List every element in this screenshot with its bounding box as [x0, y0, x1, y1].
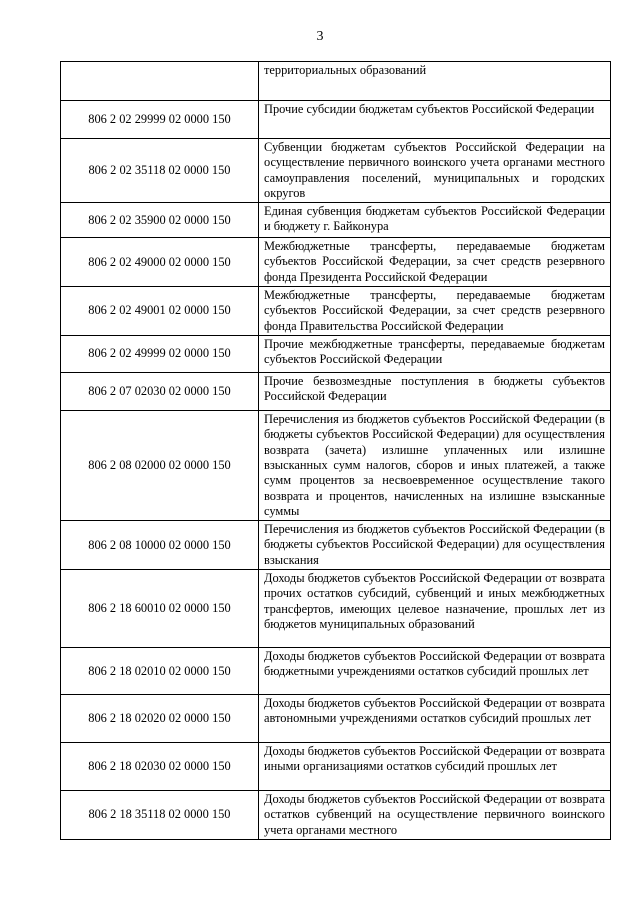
code-cell: 806 2 08 02000 02 0000 150 — [61, 411, 259, 521]
description-cell: Доходы бюджетов субъектов Российской Федерации от возврата бюджетными учреждениями остатков субсидий прошлых лет — [259, 648, 611, 695]
table-row — [61, 791, 611, 840]
code-cell: 806 2 18 02030 02 0000 150 — [61, 743, 259, 791]
table-row — [61, 521, 611, 570]
table-row — [61, 336, 611, 373]
table-row — [61, 648, 611, 695]
code-cell — [61, 62, 259, 101]
description-cell: Межбюджетные трансферты, передаваемые бюджетам субъектов Российской Федерации, за счет средств резервного фонда Правительства Российской Федерации — [259, 287, 611, 336]
table-row — [61, 411, 611, 521]
description-cell: Прочие межбюджетные трансферты, передаваемые бюджетам субъектов Российской Федерации — [259, 336, 611, 373]
table-row — [61, 139, 611, 203]
code-cell: 806 2 18 60010 02 0000 150 — [61, 570, 259, 648]
description-cell: территориальных образований — [259, 62, 611, 101]
code-cell: 806 2 18 02020 02 0000 150 — [61, 695, 259, 743]
code-cell: 806 2 02 49999 02 0000 150 — [61, 336, 259, 373]
description-cell: Перечисления из бюджетов субъектов Российской Федерации (в бюджеты субъектов Российской Федерации) для осуществления возврата (зачета) излишне уплаченных или излишне взысканных сумм налогов, сборов и иных платежей, а также сумм процентов за несвоевременное осуществление такого возврата и процентов, начисленных на излишне взысканные суммы — [259, 411, 611, 521]
table-row — [61, 373, 611, 411]
code-cell: 806 2 08 10000 02 0000 150 — [61, 521, 259, 570]
page-number: 3 — [316, 29, 324, 44]
table-row — [61, 743, 611, 791]
description-cell: Субвенции бюджетам субъектов Российской Федерации на осуществление первичного воинского учета органами местного самоуправления поселений, муниципальных и городских округов — [259, 139, 611, 203]
code-cell: 806 2 02 29999 02 0000 150 — [61, 101, 259, 139]
table-row — [61, 62, 611, 101]
code-cell: 806 2 02 49001 02 0000 150 — [61, 287, 259, 336]
code-cell: 806 2 02 49000 02 0000 150 — [61, 238, 259, 287]
description-cell: Прочие субсидии бюджетам субъектов Российской Федерации — [259, 101, 611, 139]
table-row — [61, 101, 611, 139]
description-cell: Прочие безвозмездные поступления в бюджеты субъектов Российской Федерации — [259, 373, 611, 411]
description-cell: Межбюджетные трансферты, передаваемые бюджетам субъектов Российской Федерации, за счет средств резервного фонда Президента Российской Федерации — [259, 238, 611, 287]
code-cell: 806 2 18 35118 02 0000 150 — [61, 791, 259, 840]
description-cell: Доходы бюджетов субъектов Российской Федерации от возврата иными организациями остатков субсидий прошлых лет — [259, 743, 611, 791]
code-cell: 806 2 02 35900 02 0000 150 — [61, 203, 259, 238]
table-row — [61, 695, 611, 743]
table-row — [61, 203, 611, 238]
table-row — [61, 238, 611, 287]
table-row — [61, 570, 611, 648]
code-cell: 806 2 07 02030 02 0000 150 — [61, 373, 259, 411]
description-cell: Доходы бюджетов субъектов Российской Федерации от возврата прочих остатков субсидий, субвенций и иных межбюджетных трансфертов, имеющих целевое назначение, прошлых лет из бюджетов муниципальных образований — [259, 570, 611, 648]
budget-codes-table — [60, 61, 611, 840]
code-cell: 806 2 02 35118 02 0000 150 — [61, 139, 259, 203]
description-cell: Единая субвенция бюджетам субъектов Российской Федерации и бюджету г. Байконура — [259, 203, 611, 238]
description-cell: Перечисления из бюджетов субъектов Российской Федерации (в бюджеты субъектов Российской Федерации) для осуществления взыскания — [259, 521, 611, 570]
code-cell: 806 2 18 02010 02 0000 150 — [61, 648, 259, 695]
table-row — [61, 287, 611, 336]
description-cell: Доходы бюджетов субъектов Российской Федерации от возврата остатков субвенций на осуществление первичного воинского учета органами местного — [259, 791, 611, 840]
description-cell: Доходы бюджетов субъектов Российской Федерации от возврата автономными учреждениями остатков субсидий прошлых лет — [259, 695, 611, 743]
